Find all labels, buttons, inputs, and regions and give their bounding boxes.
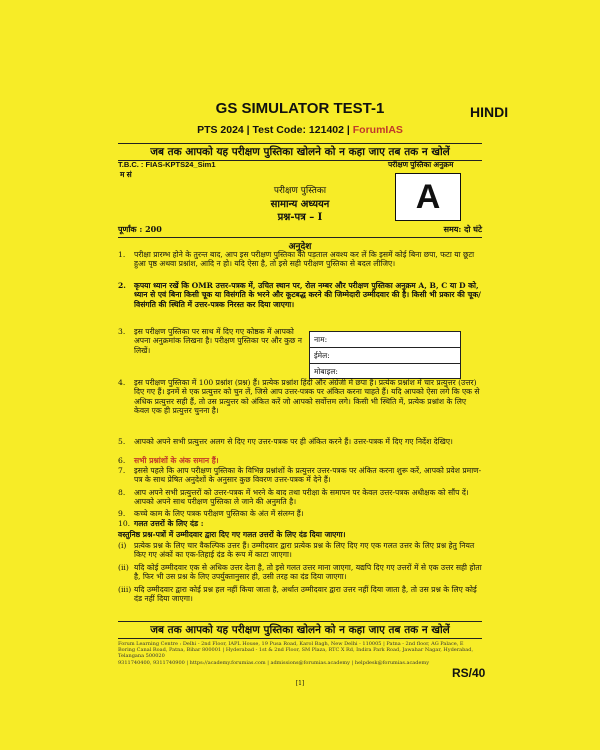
penalty-item: (i) प्रत्येक प्रश्न के लिए चार वैकल्पिक उत्तर हैं। उम्मीदवार द्वारा प्रत्येक प्रश्न के लिए दिए गए एक गलत उत्तर के लिए प्रश्न हेतु नियत किए गए अंकों का एक-तिहाई दंड के रूप में काटा जाएगा। (118, 541, 475, 560)
booklet-label: परीक्षण पुस्तिका (273, 186, 327, 196)
test-title: GS SIMULATOR TEST-1 (215, 100, 385, 117)
page-number: [1] (295, 680, 305, 687)
penalty-item: (iii) यदि उम्मीदवार द्वारा कोई प्रश्न हल नहीं किया जाता है, अर्थात उम्मीदवार द्वारा उत्तर नहीं दिया जाता है, तो उस प्रश्न के लिए कोई दंड नहीं दिया जाएगा। (118, 585, 477, 604)
mobile-field[interactable]: मोबाइल: (314, 367, 338, 376)
name-field[interactable]: नाम: (310, 332, 460, 348)
booklet-series: A (395, 173, 461, 221)
instruction-2: 2. कृपया ध्यान रखें कि OMR उत्तर-पत्रक में, उचित स्थान पर, रोल नम्बर और परीक्षण पुस्तिका अनुक्रम A, B, C या D को, ध्यान से एवं बिना किसी चूक या विसंगति के भरने और कूटबद्ध करने की जिम्मेदारी उम्मीदवार की है। किसी भी प्रकार की चूक/विसंगति की स्थिति में उत्तर-पत्रक निरस्त कर दिया जाएगा। (118, 281, 481, 309)
tbc-code: T.B.C. : FIAS-KPTS24_Sim1 (118, 160, 216, 169)
bottom-banner: जब तक आपको यह परीक्षण पुस्तिका खोलने को न कहा जाए तब तक न खोलें (118, 621, 482, 639)
marks-time-row (118, 224, 482, 238)
footer-address (118, 641, 482, 666)
penalty-heading: वस्तुनिष्ठ प्रश्न-पत्रों में उम्मीदवार द्वारा दिए गए गलत उत्तरों के लिए दंड दिया जाएगा। (118, 530, 346, 539)
time-allowed: समय: दो घंटे (443, 224, 482, 234)
brand-logo: ForumIAS (352, 124, 403, 136)
paper-title: प्रश्न-पत्र – I (277, 212, 323, 223)
price-label: RS/40 (452, 666, 486, 680)
instruction-7: 7. इससे पहले कि आप परीक्षण पुस्तिका के विभिन्न प्रश्नांशों के प्रत्युत्तर उत्तर-पत्रक पर अंकित करना शुरू करें, आपको प्रवेश प्रमाण-पत्र के साथ प्रेषित अनुदेशों के अनुसार कुछ विवरण उत्तर-पत्रक में देने हैं। (118, 466, 482, 485)
penalty-item: (ii) यदि कोई उम्मीदवार एक से अधिक उत्तर देता है, तो इसे गलत उत्तर माना जाएगा, यद्यपि दिए गए उत्तरों में से एक उत्तर सही होता है, फिर भी उस प्रश्न के लिए उपर्युक्तानुसार ही, उसी तरह का दंड दिया जाएगा। (118, 563, 482, 582)
test-code: PTS 2024 | Test Code: 121402 | (197, 124, 350, 136)
test-code-line (0, 124, 600, 136)
email-field[interactable]: ईमेल: (310, 348, 460, 364)
instruction-4: 4. इस परीक्षण पुस्तिका में 100 प्रश्नांश (प्रश्न) हैं। प्रत्येक प्रश्नांश हिंदी और अंग्रेजी में छपा है। प्रत्येक प्रश्नांश में चार प्रत्युत्तर (उत्तर) दिए गए हैं। इनमें से एक प्रत्युत्तर को चुन लें, जिसे आप उत्तर-पत्रक पर अंकित करना चाहते हैं। यदि आपको ऐसा लगे कि एक से अधिक प्रत्युत्तर सही हैं, तो उस प्रत्युत्तर को अंकित करें जो आपको सर्वोत्तम लगे। किसी भी स्थिति में, प्रत्येक प्रश्नांश के लिए केवल एक ही प्रत्युत्तर चुनना है। (118, 378, 480, 416)
instruction-8: 8. आप अपने सभी प्रत्युत्तरों को उत्तर-पत्रक में भरने के बाद तथा परीक्षा के समापन पर केवल उत्तर-पत्रक अधीक्षक को सौंप दें। आपको अपने साथ परीक्षण पुस्तिका ले जाने की अनुमति है। (118, 488, 469, 507)
instruction-3: 3. इस परीक्षण पुस्तिका पर साथ में दिए गए कोष्ठक में आपको अपना अनुक्रमांक लिखना है। परीक्षण पुस्तिका पर और कुछ न लिखें। (118, 327, 302, 355)
instruction-6: 6. सभी प्रश्नांशों के अंक समान हैं। (118, 456, 219, 465)
serial-label: म सं (120, 170, 132, 179)
max-marks: पूर्णांक : 200 (118, 224, 162, 234)
instruction-1: 1. परीक्षा प्रारम्भ होने के तुरन्त बाद, आप इस परीक्षण पुस्तिका की पड़ताल अवश्य कर लें कि इसमें कोई बिना छपा, फटा या छूटा हुआ पृष्ठ अथवा प्रश्नांश, आदि न हो। यदि ऐसा है, तो इसे सही परीक्षण पुस्तिका से बदल लीजिए। (118, 250, 475, 269)
footer-contacts[interactable]: 9311740400, 9311740900 | https://academy.forumias.com | admissions@forumias.academy | helpdesk@forumias.academy (118, 659, 430, 666)
language-label: HINDI (470, 104, 509, 120)
instructions-heading: अनुदेश (288, 242, 312, 252)
top-banner: जब तक आपको यह परीक्षण पुस्तिका खोलने को न कहा जाए तब तक न खोलें (118, 143, 482, 161)
booklet-sequence-label: परीक्षण पुस्तिका अनुक्रम (388, 160, 454, 169)
footer-centres: Forum Learning Centre : Delhi - 2nd Floor, IAPL House, 19 Pusa Road, Karol Bagh, New Delhi - 110005 | Patna - 2nd floor, AG Palace, E Boring Canal Road, Patna, Bihar 800001 | Hyderabad - 1st & 2nd Floor, SM Plaza, RTC X Rd, Indira Park Road, Jawahar Nagar, Hyderabad, Telangana 500020 (118, 641, 474, 660)
instruction-5: 5. आपको अपने सभी प्रत्युत्तर अलग से दिए गए उत्तर-पत्रक पर ही अंकित करने हैं। उत्तर-पत्रक में दिए गए निर्देश देखिए। (118, 437, 453, 446)
instruction-10: 10. गलत उत्तरों के लिए दंड : (118, 519, 204, 528)
instruction-9: 9. कच्चे काम के लिए पत्रक परीक्षण पुस्तिका के अंत में संलग्न हैं। (118, 509, 304, 518)
subject-title: सामान्य अध्ययन (270, 199, 330, 210)
candidate-details-form (309, 331, 461, 379)
